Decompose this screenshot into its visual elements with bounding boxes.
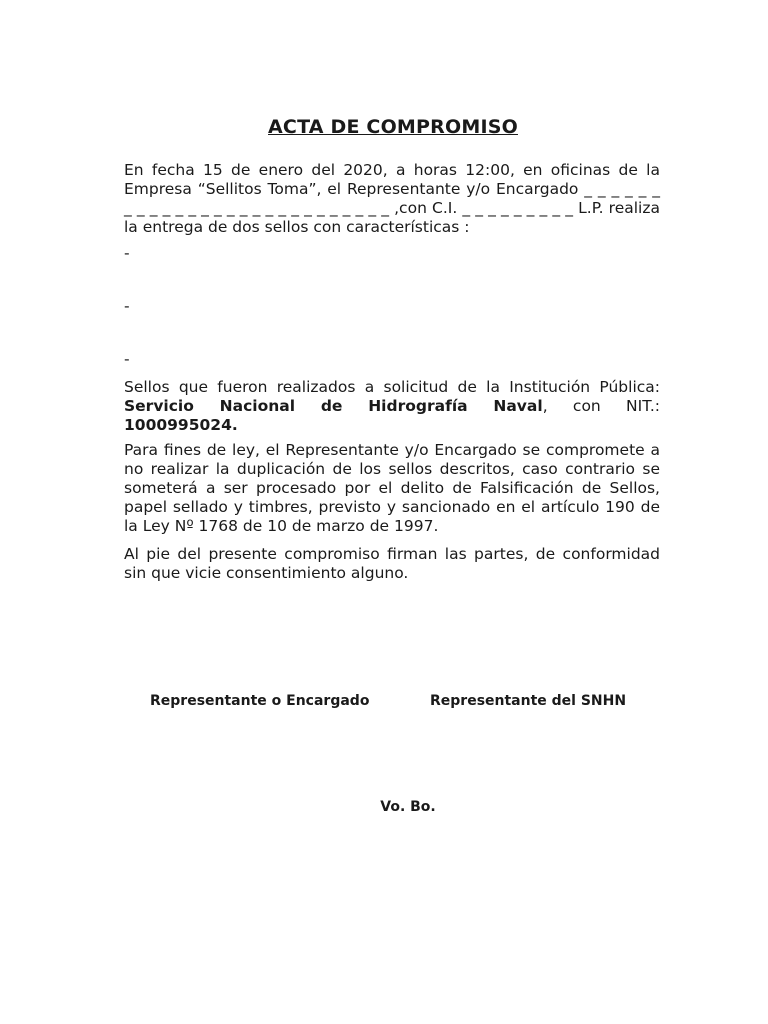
paragraph-closing bbox=[124, 545, 660, 583]
paragraph-line: papel sellado y timbres, previsto y sancionado en el artículo 190 de bbox=[124, 498, 660, 516]
signature-left-label: Representante o Encargado bbox=[150, 693, 370, 709]
nit-number: 1000995024. bbox=[124, 416, 238, 434]
paragraph-line: la entrega de dos sellos con características : bbox=[124, 218, 470, 236]
paragraph-commitment bbox=[124, 441, 660, 536]
bullet-item: - bbox=[124, 244, 130, 262]
bullet-item: - bbox=[124, 297, 130, 315]
signature-right-label: Representante del SNHN bbox=[430, 693, 627, 709]
document-title: ACTA DE COMPROMISO bbox=[268, 116, 518, 138]
paragraph-line: sin que vicie consentimiento alguno. bbox=[124, 564, 409, 582]
paragraph-line: Sellos que fueron realizados a solicitud de la Institución Pública: bbox=[124, 378, 660, 396]
paragraph-line: no realizar la duplicación de los sellos descritos, caso contrario se bbox=[124, 460, 660, 478]
paragraph-line: Al pie del presente compromiso firman las partes, de conformidad bbox=[124, 545, 660, 563]
paragraph-line: someterá a ser procesado por el delito de Falsificación de Sellos, bbox=[124, 479, 660, 497]
paragraph-line: Empresa “Sellitos Toma”, el Representante y/o Encargado _ _ _ _ _ _ bbox=[124, 180, 660, 198]
paragraph-line: Para fines de ley, el Representante y/o Encargado se compromete a bbox=[124, 441, 660, 459]
paragraph-intro bbox=[124, 161, 660, 237]
institution-name: Servicio Nacional de Hidrografía Naval bbox=[124, 397, 543, 415]
paragraph-line: la Ley Nº 1768 de 10 de marzo de 1997. bbox=[124, 517, 439, 535]
paragraph-line bbox=[124, 416, 660, 435]
paragraph-institution bbox=[124, 378, 660, 435]
bullet-item: - bbox=[124, 350, 130, 368]
approval-label: Vo. Bo. bbox=[380, 799, 436, 815]
nit-prefix: , con NIT.: bbox=[542, 397, 660, 415]
paragraph-line: _ _ _ _ _ _ _ _ _ _ _ _ _ _ _ _ _ _ _ _ _ ,con C.I. _ _ _ _ _ _ _ _ _ L.P. realiza bbox=[124, 199, 660, 217]
paragraph-line bbox=[124, 397, 660, 416]
paragraph-line: En fecha 15 de enero del 2020, a horas 12:00, en oficinas de la bbox=[124, 161, 660, 179]
